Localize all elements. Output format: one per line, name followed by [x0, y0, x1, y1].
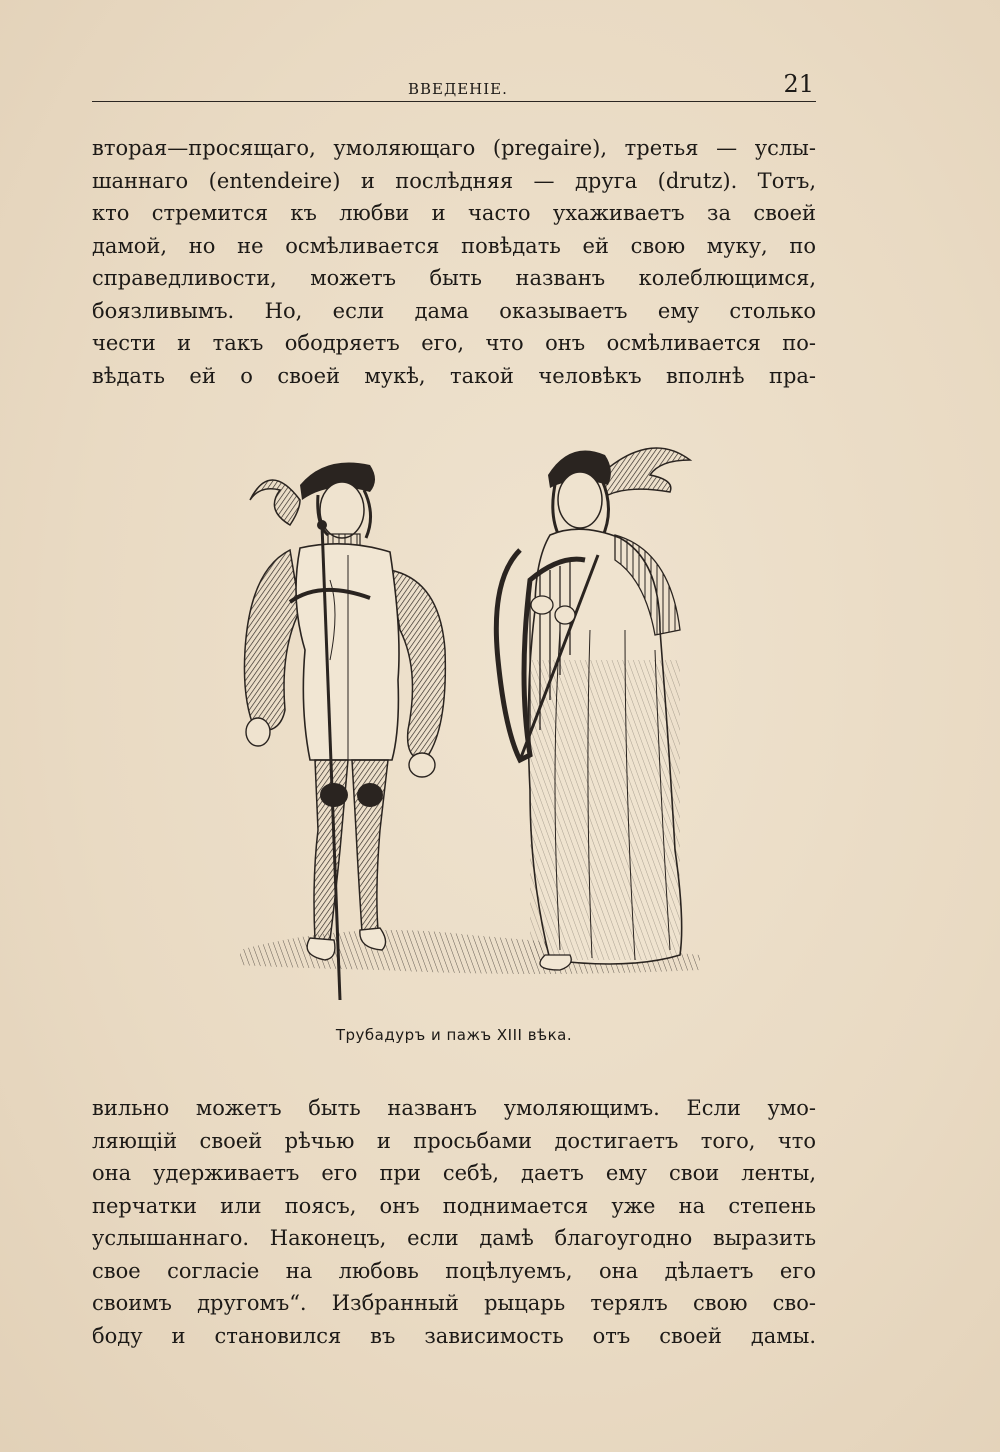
text-line: вѣдать ей о своей мукѣ, такой человѣкъ вполнѣ пра-	[92, 363, 816, 388]
text-line: справедливости, можетъ быть названъ колеблющимся,	[92, 266, 816, 290]
paragraph-top	[92, 132, 816, 392]
running-header	[92, 66, 816, 106]
text-line: чести и такъ ободряетъ его, что онъ осмѣливается по-	[92, 331, 816, 355]
text-line: шаннаго (entendeire) и послѣдняя — друга (drutz). Тотъ,	[92, 168, 816, 193]
figure-caption: Трубадуръ и пажъ XIII вѣка.	[335, 1026, 573, 1044]
text-line: боду и становился въ зависимость отъ своей дамы.	[92, 1323, 816, 1348]
text-line: она удерживаетъ его при себѣ, даетъ ему свои ленты,	[92, 1161, 816, 1185]
page-figure	[496, 448, 690, 970]
text-line: боязливымъ. Но, если дама оказываетъ ему столько	[92, 298, 816, 323]
paragraph-bottom	[92, 1092, 816, 1352]
text-line: ляющiй своей рѣчью и просьбами достигаетъ того, что	[92, 1128, 816, 1153]
text-line: своимъ другомъ“. Избранный рыцарь терялъ свою сво-	[92, 1291, 816, 1315]
text-line: кто стремится къ любви и часто ухаживаетъ за своей	[92, 201, 816, 225]
text-line: вильно можетъ быть названъ умоляющимъ. Если умо-	[92, 1096, 816, 1120]
header-title: ВВЕДЕНIЕ.	[408, 80, 508, 98]
text-line: дамой, но не осмѣливается повѣдать ей свою муку, по	[92, 233, 816, 258]
text-line: перчатки или поясъ, онъ поднимается уже на степень	[92, 1193, 816, 1218]
troubadour-figure	[244, 463, 445, 1001]
page-number: 21	[783, 70, 814, 98]
text-line: вторая—просящаго, умоляющаго (pregaire), третья — услы-	[92, 136, 816, 160]
text-line: услышаннаго. Наконецъ, если дамѣ благоугодно выразить	[92, 1226, 816, 1250]
header-rule	[92, 101, 816, 102]
text-line: свое согласiе на любовь поцѣлуемъ, она дѣлаетъ его	[92, 1258, 816, 1283]
engraving-illustration	[230, 430, 710, 1010]
